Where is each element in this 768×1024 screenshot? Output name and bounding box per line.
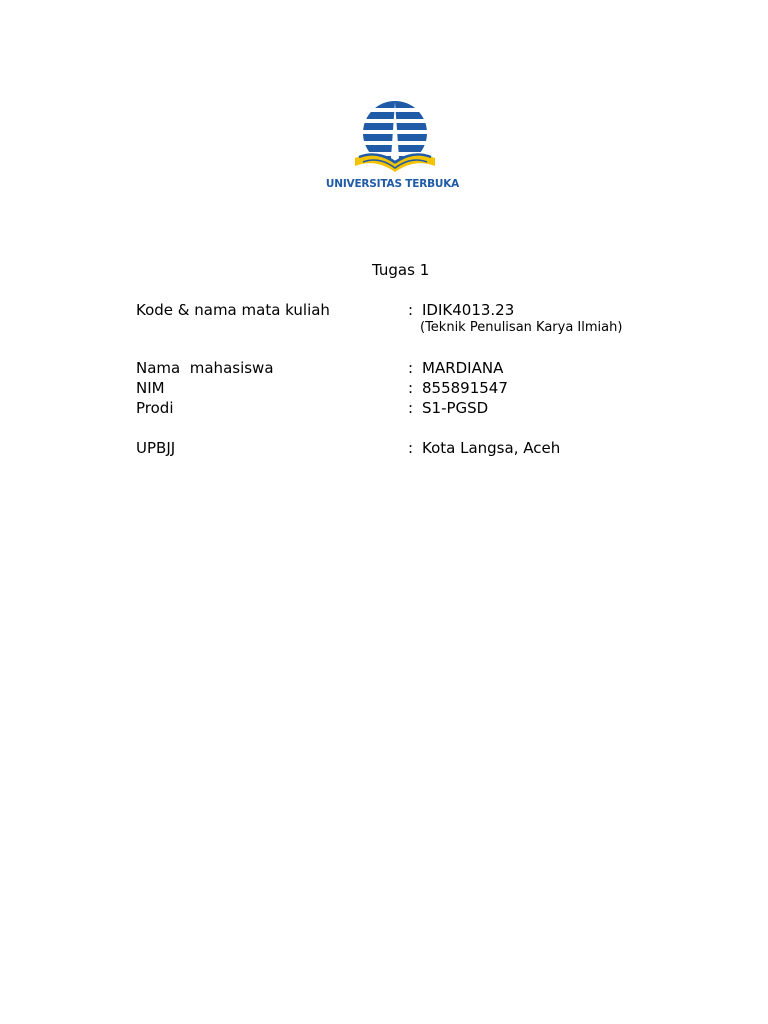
field-upbjj-colon: : [408, 439, 414, 457]
university-emblem-icon [353, 100, 437, 176]
field-student-name-colon: : [408, 359, 414, 377]
field-nim [136, 379, 696, 399]
field-nim-value: 855891547 [422, 379, 508, 397]
field-course-colon: : [408, 301, 414, 319]
field-course [136, 301, 696, 321]
torch-shape [391, 102, 399, 164]
field-upbjj-label: UPBJJ [136, 439, 176, 457]
course-subtitle: (Teknik Penulisan Karya Ilmiah) [420, 320, 623, 335]
document-title: Tugas 1 [372, 261, 430, 279]
field-course-label: Kode & nama mata kuliah [136, 301, 330, 319]
field-prodi-label: Prodi [136, 399, 174, 417]
field-nim-label: NIM [136, 379, 165, 397]
field-course-value: IDIK4013.23 [422, 301, 515, 319]
field-nim-colon: : [408, 379, 414, 397]
field-upbjj [136, 439, 696, 459]
field-prodi-colon: : [408, 399, 414, 417]
logo-wordmark: UNIVERSITAS TERBUKA [325, 178, 460, 190]
field-student-name-value: MARDIANA [422, 359, 504, 377]
field-prodi-value: S1-PGSD [422, 399, 489, 417]
field-upbjj-value: Kota Langsa, Aceh [422, 439, 561, 457]
university-logo [320, 98, 470, 198]
field-prodi [136, 399, 696, 419]
field-student-name-label: Nama mahasiswa [136, 359, 274, 377]
field-student-name [136, 359, 696, 379]
